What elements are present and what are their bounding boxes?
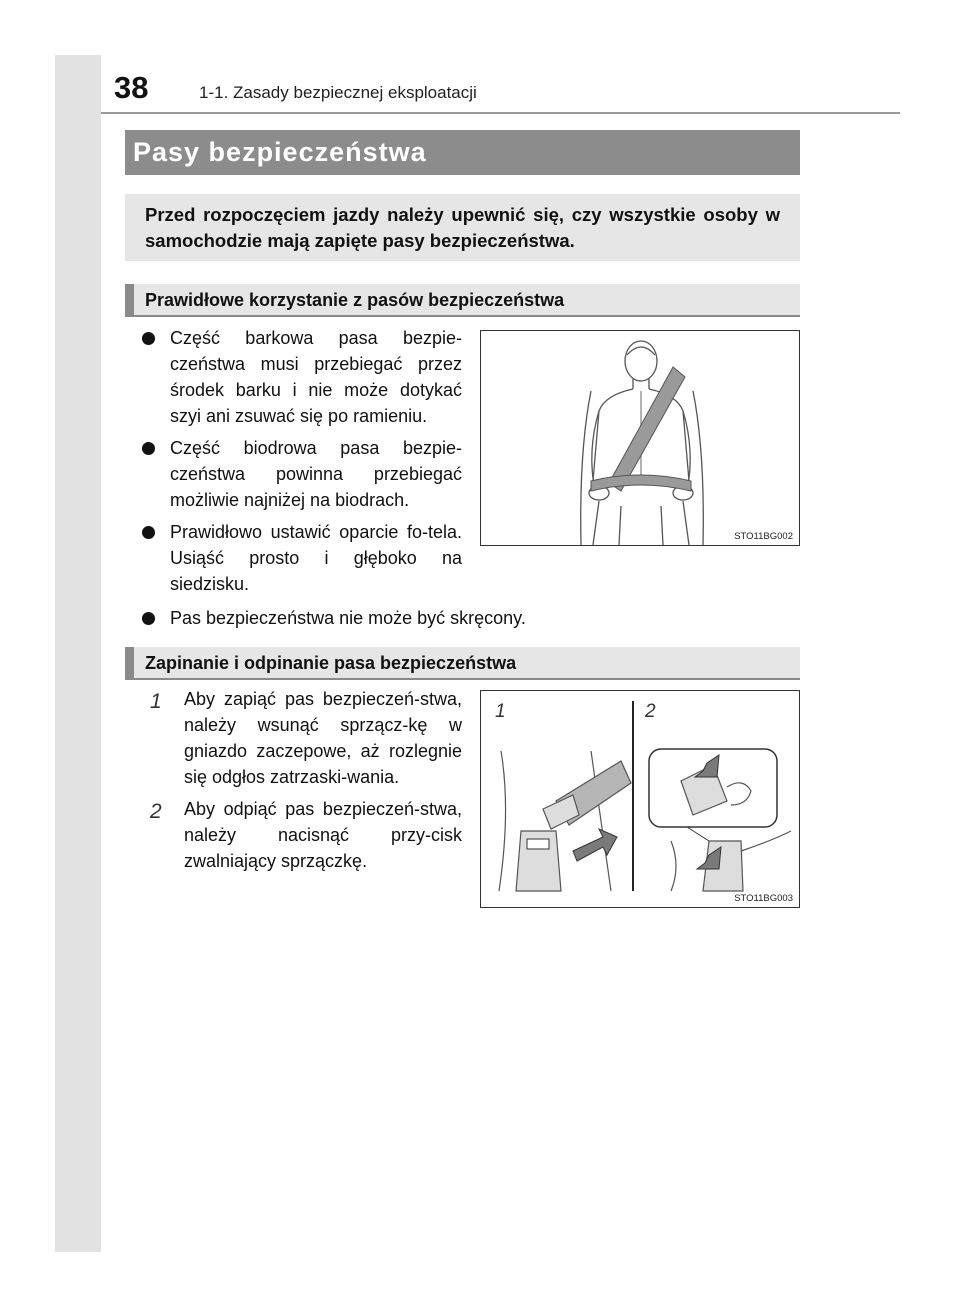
figure-label-1: 1 [495,701,506,722]
page-title: Pasy bezpieczeństwa [133,137,427,167]
page-number: 38 [114,70,149,105]
bullet-text: Część biodrowa pasa bezpie-czeństwa powinna przebiegać możliwie najniżej na biodrach. [170,438,462,510]
bullet-dot-icon [142,442,155,455]
intro-text: Przed rozpoczęciem jazdy należy upewnić się, czy wszystkie osoby w samochodzie mają zapięte pasy bezpieczeństwa. [145,204,780,251]
bullet-dot-icon [142,526,155,539]
figure-code: STO11BG003 [734,893,793,904]
page-title-band [125,130,800,175]
step-number: 1 [150,690,162,713]
buckle-illustration [480,690,800,908]
figure-label-2: 2 [645,701,656,722]
bullet-list [140,325,462,603]
bullet-dot-icon [142,332,155,345]
list-item [140,435,462,513]
list-item [140,519,462,597]
section-heading-text: Prawidłowe korzystanie z pasów bezpieczeństwa [145,290,565,310]
list-item [140,605,830,631]
step-text: Aby odpiąć pas bezpieczeń-stwa, należy nacisnąć przy-cisk zwalniający sprzączkę. [184,799,462,871]
list-item [140,686,462,790]
figure-code: STO11BG002 [734,531,793,542]
bullet-text: Prawidłowo ustawić oparcie fo-tela. Usiąść prosto i głęboko na siedzisku. [170,522,462,594]
running-title: 1-1. Zasady bezpiecznej eksploatacji [199,83,477,102]
bullet-dot-icon [142,612,155,625]
section-heading-text: Zapinanie i odpinanie pasa bezpieczeństwa [145,653,517,673]
list-item [140,796,462,874]
seated-person-drawing [481,331,799,545]
seatbelt-posture-illustration [480,330,800,546]
intro-box [125,194,800,261]
buckle-drawing [481,691,799,907]
step-text: Aby zapiąć pas bezpieczeń-stwa, należy wsunąć sprzącz-kę w gniazdo zaczepowe, aż rozlegnie się odgłos zatrzaski-wania. [184,689,462,787]
header-rule [101,112,900,114]
section-heading-fastening [125,647,800,680]
bullet-text: Pas bezpieczeństwa nie może być skręcony. [170,608,526,628]
list-item [140,325,462,429]
bullet-text: Część barkowa pasa bezpie-czeństwa musi przebiegać przez środek barku i nie może dotykać szyi ani zsuwać się po ramieniu. [170,328,462,426]
step-number: 2 [150,800,162,823]
page-side-strip [55,55,101,1252]
section-heading-correct-use [125,284,800,317]
step-list [140,686,462,880]
